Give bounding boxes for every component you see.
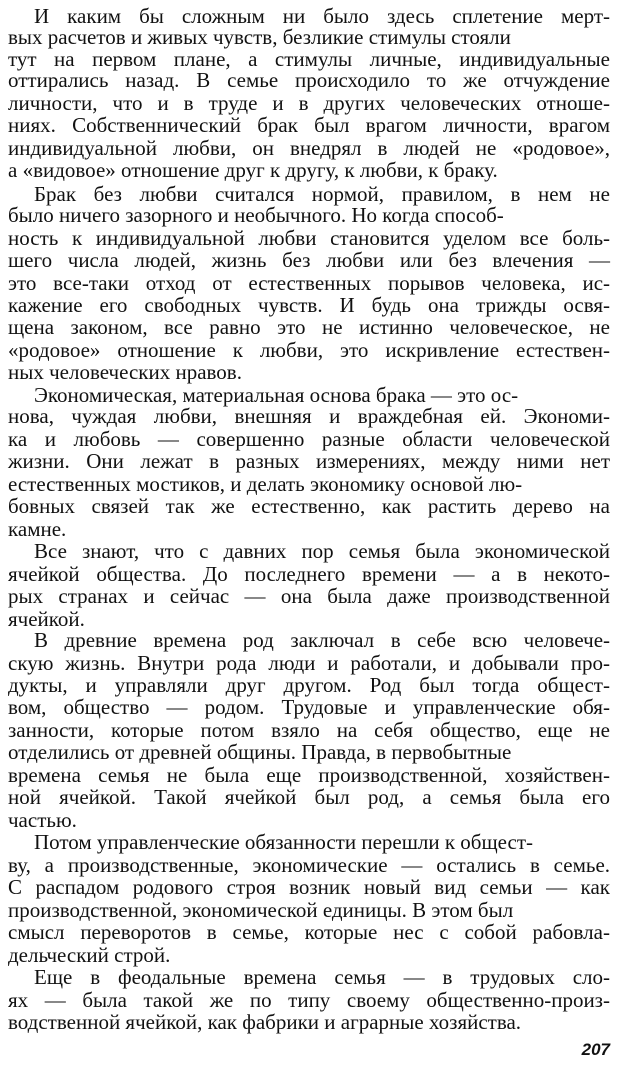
text-line: «родовое» отношение к любви, это искривление естествен-: [8, 338, 611, 362]
text-line: щена законом, все равно это не истинно человеческое, не: [8, 315, 610, 339]
text-line: смысл переворотов в семье, которые нес с собой рабовла-: [8, 920, 610, 944]
text-line: Потом управленческие обязанности перешли к общест-: [34, 830, 533, 854]
text-line: вом, общество — родом. Трудовые и управленческие обя-: [8, 695, 610, 719]
text-line: водственной ячейкой, как фабрики и аграрные хозяйства.: [8, 1010, 522, 1034]
text-line: ниях. Собственнический брак был врагом личности, врагом: [8, 113, 611, 137]
text-line: ность к индивидуальной любви становится уделом все боль-: [8, 226, 611, 250]
text-line: С распадом родового строя возник новый вид семьи — как: [8, 875, 610, 899]
text-line: дельческий строй.: [8, 943, 171, 967]
text-line: ной ячейкой. Такой ячейкой был род, а семья была его: [8, 785, 610, 809]
text-line: нова, чуждая любви, внешняя и враждебная ей. Экономи-: [8, 404, 611, 428]
text-line: кажение его свободных чувств. И будь она трижды освя-: [8, 293, 611, 317]
text-line: производственной, экономической единицы. В этом был: [8, 898, 514, 922]
text-line: было ничего зазорного и необычного. Но когда способ-: [8, 203, 504, 227]
text-line: личности, что и в труде и в других человеческих отноше-: [8, 91, 610, 115]
text-line: Еще в феодальные времена семья — в трудовых сло-: [34, 965, 611, 989]
text-line: частью.: [8, 808, 77, 832]
text-line: жизни. Они лежат в разных измерениях, между ними нет: [8, 449, 610, 473]
text-line: вых расчетов и живых чувств, безликие стимулы стояли: [8, 25, 511, 49]
text-line: Все знают, что с давних пор семья была экономической: [34, 539, 610, 563]
text-line: это все-таки отход от естественных порывов человека, ис-: [8, 271, 611, 295]
text-line: рых странах и сейчас — она была даже производственной: [8, 584, 610, 608]
text-line: естественных мостиков, и делать экономику основой лю-: [8, 472, 523, 496]
page-number: 207: [581, 1040, 610, 1059]
text-line: В древние времена род заключал в себе всю человече-: [34, 628, 611, 652]
text-line: ях — была такой же по типу своему общественно-произ-: [8, 988, 610, 1012]
text-line: ка и любовь — совершенно разные области человеческой: [8, 427, 611, 451]
text-line: занности, которые потом взяло на себя общество, еще не: [8, 718, 610, 742]
text-line: ячейкой.: [8, 607, 85, 631]
text-line: ячейкой общества. До последнего времени — а в некото-: [8, 562, 610, 586]
text-line: отделились от древней общины. Правда, в первобытные: [8, 740, 512, 764]
text-line: ных человеческих нравов.: [8, 360, 242, 384]
text-line: И каким бы сложным ни было здесь сплетение мерт-: [34, 4, 610, 28]
text-line: шего числа людей, жизнь без любви или без влечения —: [8, 248, 611, 272]
text-line: индивидуальной любви, он внедрял в людей не «родовое»,: [8, 136, 611, 160]
text-line: Экономическая, материальная основа брака — это ос-: [34, 383, 519, 407]
text-line: тут на первом плане, а стимулы личные, индивидуальные: [8, 47, 610, 71]
text-line: камне.: [8, 517, 67, 541]
text-line: оттирались назад. В семье происходило то же отчуждение: [8, 68, 610, 92]
text-line: скую жизнь. Внутри рода люди и работали, и добывали про-: [8, 651, 610, 675]
text-line: а «видовое» отношение друг к другу, к любви, к браку.: [8, 158, 498, 182]
text-line: ву, а производственные, экономические — остались в семье.: [8, 853, 611, 877]
text-line: Брак без любви считался нормой, правилом, в нем не: [34, 182, 610, 206]
text-line: бовных связей так же естественно, как растить дерево на: [8, 494, 610, 518]
text-line: дукты, и управляли друг другом. Род был тогда общест-: [8, 673, 610, 697]
text-line: времена семья не была еще производственной, хозяйствен-: [8, 763, 610, 787]
